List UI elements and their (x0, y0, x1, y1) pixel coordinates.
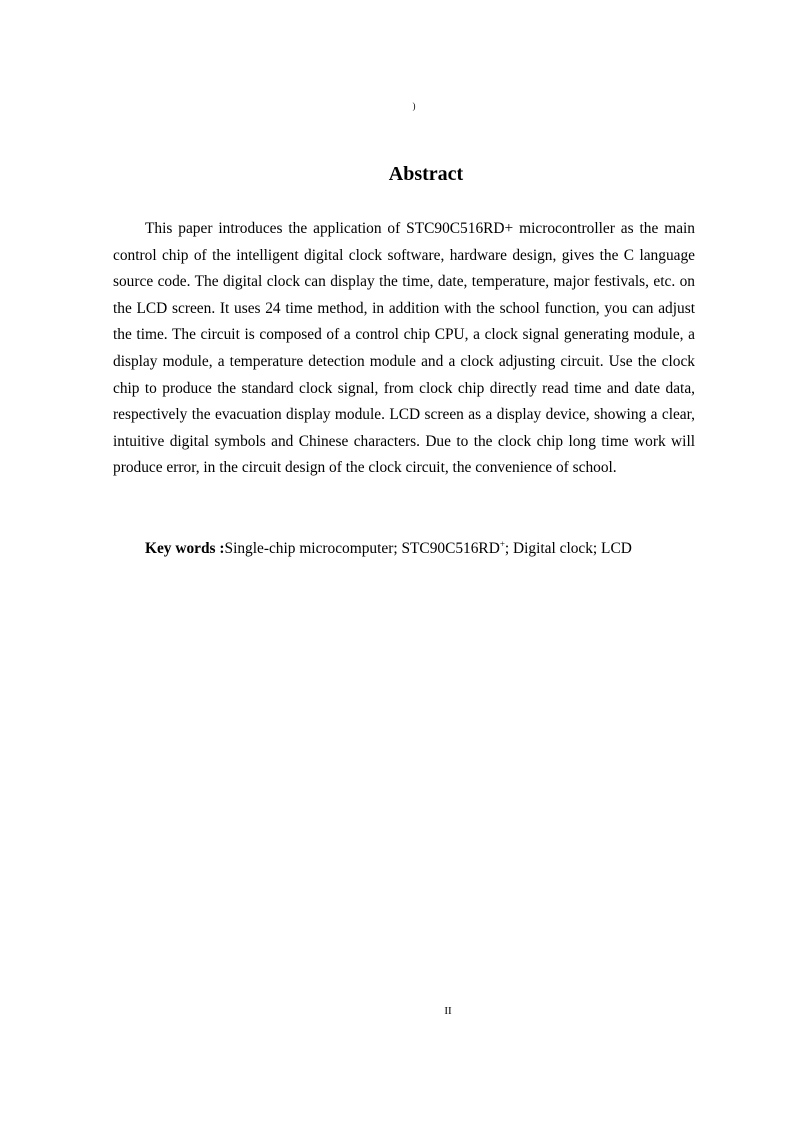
keywords-rest: ; Digital clock; LCD (504, 540, 632, 557)
keywords-item1: Single-chip microcomputer; STC90C516RD (224, 540, 500, 557)
abstract-title: Abstract (388, 163, 464, 185)
page-number: II (444, 1005, 452, 1017)
keywords-line (145, 536, 705, 562)
keywords-superscript: + (499, 539, 505, 549)
abstract-paragraph: This paper introduces the application of STC90C516RD+ microcontroller as the main control chip of the intelligent digital clock software, hardware design, gives the C language source code. The digital clock can display the time, date, temperature, major festivals, etc. on the LCD screen. It uses 24 time method, in addition with the school function, you can adjust the time. The circuit is composed of a control chip CPU, a clock signal generating module, a display module, a temperature detection module and a clock adjusting circuit. Use the clock chip to produce the standard clock signal, from clock chip directly read time and date data, respectively the evacuation display module. LCD screen as a display device, showing a clear, intuitive digital symbols and Chinese characters. Due to the clock chip long time work will produce error, in the circuit design of the clock circuit, the convenience of school. (113, 220, 695, 477)
page-header-mark: ) (412, 101, 416, 111)
keywords-label: Key words : (145, 540, 225, 557)
